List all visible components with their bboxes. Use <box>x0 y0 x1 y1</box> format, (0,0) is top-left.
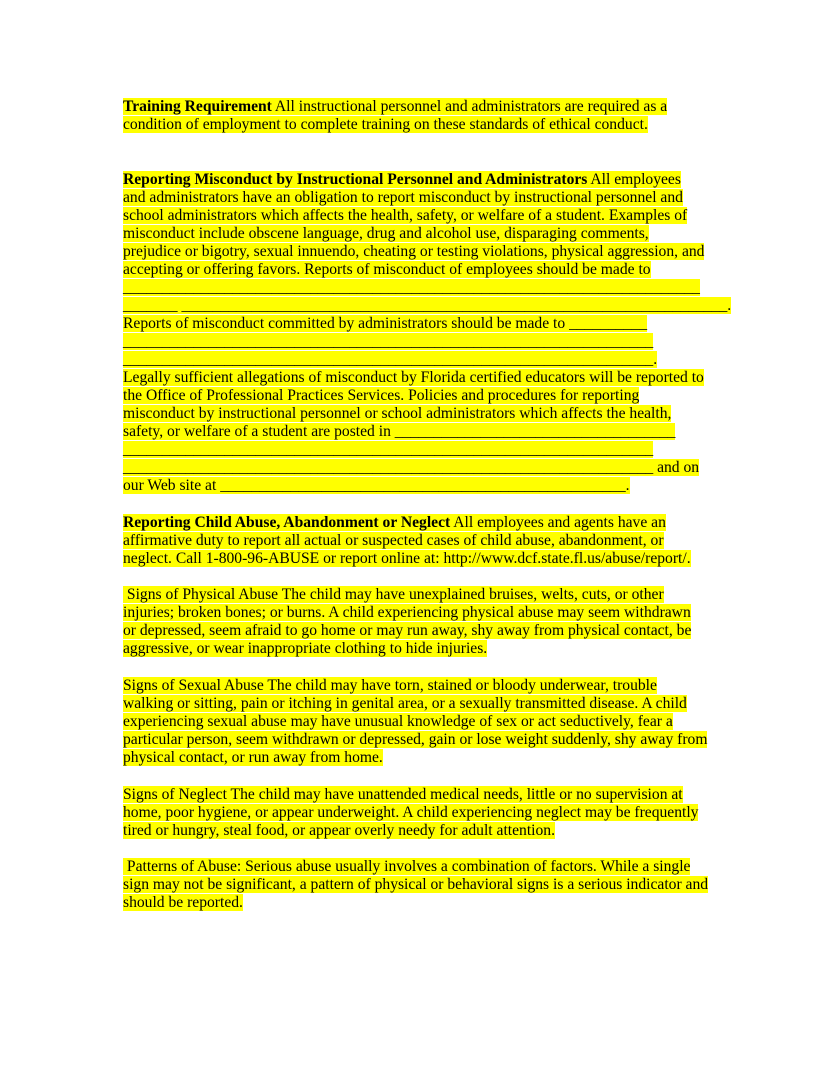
training-line-1 <box>123 98 667 116</box>
neglect-line-1: Signs of Neglect The child may have unattended medical needs, little or no supervision at <box>123 786 683 803</box>
neglect-line-2: home, poor hygiene, or appear underweight. A child experiencing neglect may be frequently <box>123 804 699 821</box>
neglect-line-3: tired or hungry, steal food, or appear overly needy for adult attention. <box>123 822 556 839</box>
sexual-abuse-line-3: experiencing sexual abuse may have unusual knowledge of sex or act seductively, fear a <box>123 713 673 730</box>
sexual-abuse-line-5: physical contact, or run away from home. <box>123 749 383 766</box>
misconduct-line-6: accepting or offering favors. Reports of misconduct of employees should be made to <box>123 261 651 278</box>
training-heading: Training Requirement <box>123 98 272 115</box>
misconduct-line-1 <box>123 171 681 189</box>
sexual-abuse-line-4: particular person, seem withdrawn or depressed, gain or lose weight suddenly, shy away from <box>123 731 708 748</box>
policies-blank-2: ____________________________________________________________________ and on <box>123 459 700 476</box>
policies-blank-1: ____________________________________________________________________ <box>123 441 654 458</box>
physical-abuse-line-4: aggressive, or wear inappropriate clothing to hide injuries. <box>123 640 488 657</box>
physical-abuse-line-3: or depressed, seem afraid to go home or may run away, shy away from physical contact, be <box>123 622 692 639</box>
training-line-2: condition of employment to complete training on these standards of ethical conduct. <box>123 116 648 133</box>
misconduct-line-13: the Office of Professional Practices Services. Policies and procedures for reporting <box>123 387 640 404</box>
misconduct-heading: Reporting Misconduct by Instructional Personnel and Administrators <box>123 171 588 188</box>
sexual-abuse-line-1: Signs of Sexual Abuse The child may have torn, stained or bloody underwear, trouble <box>123 677 657 694</box>
employee-report-blank-1: __________________________________________________________________________ <box>123 279 700 296</box>
child-abuse-line-2: affirmative duty to report all actual or suspected cases of child abuse, abandonment, or <box>123 532 664 549</box>
patterns-line-2: sign may not be significant, a pattern of physical or behavioral signs is a serious indicator and <box>123 876 709 893</box>
misconduct-line-14: misconduct by instructional personnel or school administrators which affects the health, <box>123 405 672 422</box>
policies-posted-line: safety, or welfare of a student are posted in ____________________________________ <box>123 423 676 440</box>
child-abuse-heading: Reporting Child Abuse, Abandonment or Neglect <box>123 514 451 531</box>
training-text-1: All instructional personnel and administrators are required as a <box>271 98 668 115</box>
patterns-line-3: should be reported. <box>123 894 243 911</box>
employee-report-blank-2: _______ ______________________________________________________________________. <box>123 297 732 314</box>
misconduct-line-4: misconduct include obscene language, drug and alcohol use, disparaging comments, <box>123 225 649 242</box>
physical-abuse-line-2: injuries; broken bones; or burns. A child experiencing physical abuse may seem withdrawn <box>123 604 691 621</box>
admin-report-line: Reports of misconduct committed by administrators should be made to __________ <box>123 315 648 332</box>
misconduct-line-12: Legally sufficient allegations of misconduct by Florida certified educators will be reported to <box>123 369 704 386</box>
misconduct-line-3: school administrators which affects the health, safety, or welfare of a student. Examples of <box>123 207 688 224</box>
misconduct-line-5: prejudice or bigotry, sexual innuendo, cheating or testing violations, physical aggression, and <box>123 243 705 260</box>
child-abuse-line-1 <box>123 514 666 532</box>
child-abuse-text-1: All employees and agents have an <box>450 514 666 531</box>
misconduct-line-2: and administrators have an obligation to report misconduct by instructional personnel and <box>123 189 683 206</box>
admin-report-blank-1: ____________________________________________________________________ <box>123 333 654 350</box>
patterns-line-1: Patterns of Abuse: Serious abuse usually involves a combination of factors. While a single <box>123 858 691 875</box>
physical-abuse-line-1: Signs of Physical Abuse The child may have unexplained bruises, welts, cuts, or other <box>123 586 664 603</box>
admin-report-blank-2: ____________________________________________________________________. <box>123 351 658 368</box>
misconduct-text-1: All employees <box>587 171 681 188</box>
child-abuse-hotline-line: neglect. Call 1-800-96-ABUSE or report online at: http://www.dcf.state.fl.us/abuse/report/. <box>123 550 691 567</box>
website-blank-line: our Web site at ____________________________________________________. <box>123 477 630 494</box>
sexual-abuse-line-2: walking or sitting, pain or itching in genital area, or a sexually transmitted disease. A child <box>123 695 687 712</box>
